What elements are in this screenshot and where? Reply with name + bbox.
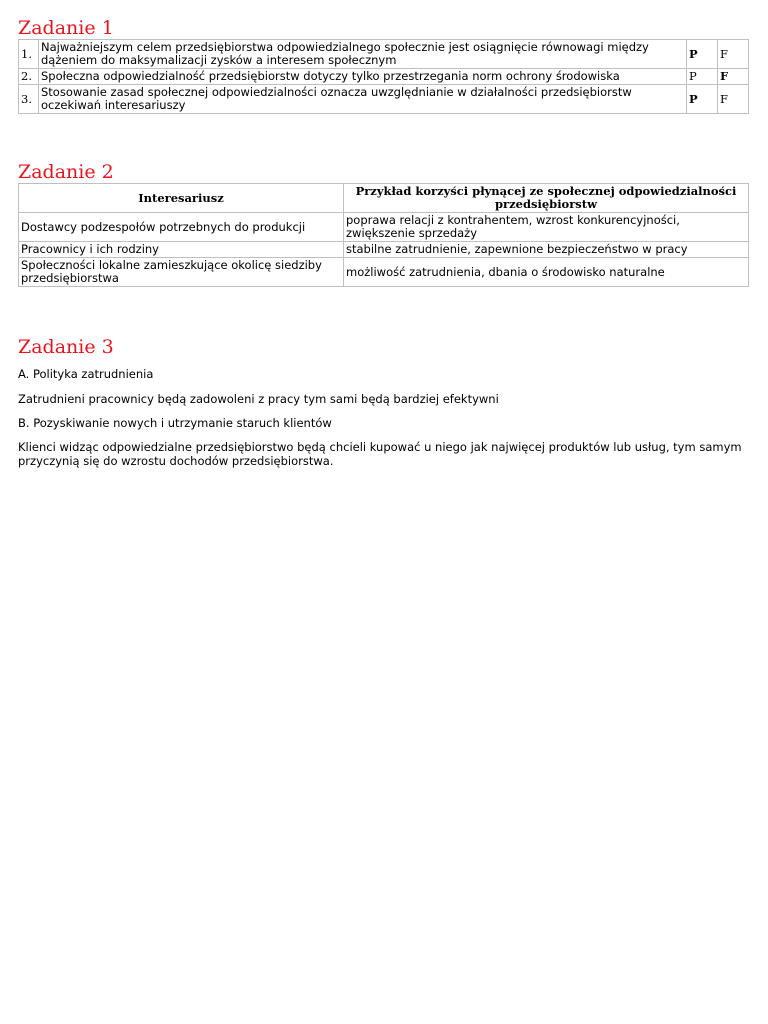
table-row [19, 40, 749, 69]
row-number: 1. [19, 40, 39, 69]
paragraph-section-b-answer: Klienci widząc odpowiedzialne przedsiębiorstwo będą chcieli kupować u niego jak najwięcej produktów lub usług, tym samym przyczynią się do wzrostu dochodów przedsiębiorstwa. [18, 440, 742, 468]
zadanie-1-table [18, 39, 749, 114]
statement-text: Stosowanie zasad społecznej odpowiedzialności oznacza uwzględnianie w działalności przedsiębiorstw oczekiwań interesariuszy [39, 85, 687, 114]
stakeholder-cell: Dostawcy podzespołów potrzebnych do produkcji [19, 213, 344, 242]
row-number: 3. [19, 85, 39, 114]
column-header-benefit: Przykład korzyści płynącej ze społecznej odpowiedzialności przedsiębiorstw [344, 184, 749, 213]
zadanie-2-heading: Zadanie 2 [18, 161, 114, 183]
answer-p: P [687, 85, 718, 114]
paragraph-section-a: A. Polityka zatrudnienia [18, 367, 154, 381]
table-row [19, 85, 749, 114]
statement-text: Najważniejszym celem przedsiębiorstwa odpowiedzialnego społecznie jest osiągnięcie równowagi między dążeniem do maksymalizacji zysków a interesem społecznym [39, 40, 687, 69]
table-row [19, 69, 749, 85]
answer-f: F [718, 69, 749, 85]
zadanie-1-heading: Zadanie 1 [18, 17, 114, 39]
table-row [19, 242, 749, 258]
row-number: 2. [19, 69, 39, 85]
paragraph-section-a-answer: Zatrudnieni pracownicy będą zadowoleni z pracy tym sami będą bardziej efektywni [18, 392, 499, 406]
benefit-cell: poprawa relacji z kontrahentem, wzrost konkurencyjności, zwiększenie sprzedaży [344, 213, 749, 242]
stakeholder-cell: Społeczności lokalne zamieszkujące okolicę siedziby przedsiębiorstwa [19, 258, 344, 287]
statement-text: Społeczna odpowiedzialność przedsiębiorstw dotyczy tylko przestrzegania norm ochrony środowiska [39, 69, 687, 85]
table-header-row [19, 184, 749, 213]
paragraph-section-b: B. Pozyskiwanie nowych i utrzymanie staruch klientów [18, 416, 332, 430]
answer-f: F [718, 40, 749, 69]
answer-p: P [687, 69, 718, 85]
stakeholder-cell: Pracownicy i ich rodziny [19, 242, 344, 258]
table-row [19, 258, 749, 287]
table-row [19, 213, 749, 242]
benefit-cell: możliwość zatrudnienia, dbania o środowisko naturalne [344, 258, 749, 287]
answer-f: F [718, 85, 749, 114]
benefit-cell: stabilne zatrudnienie, zapewnione bezpieczeństwo w pracy [344, 242, 749, 258]
zadanie-3-heading: Zadanie 3 [18, 336, 114, 358]
answer-p: P [687, 40, 718, 69]
column-header-stakeholder: Interesariusz [19, 184, 344, 213]
zadanie-2-table [18, 183, 749, 287]
